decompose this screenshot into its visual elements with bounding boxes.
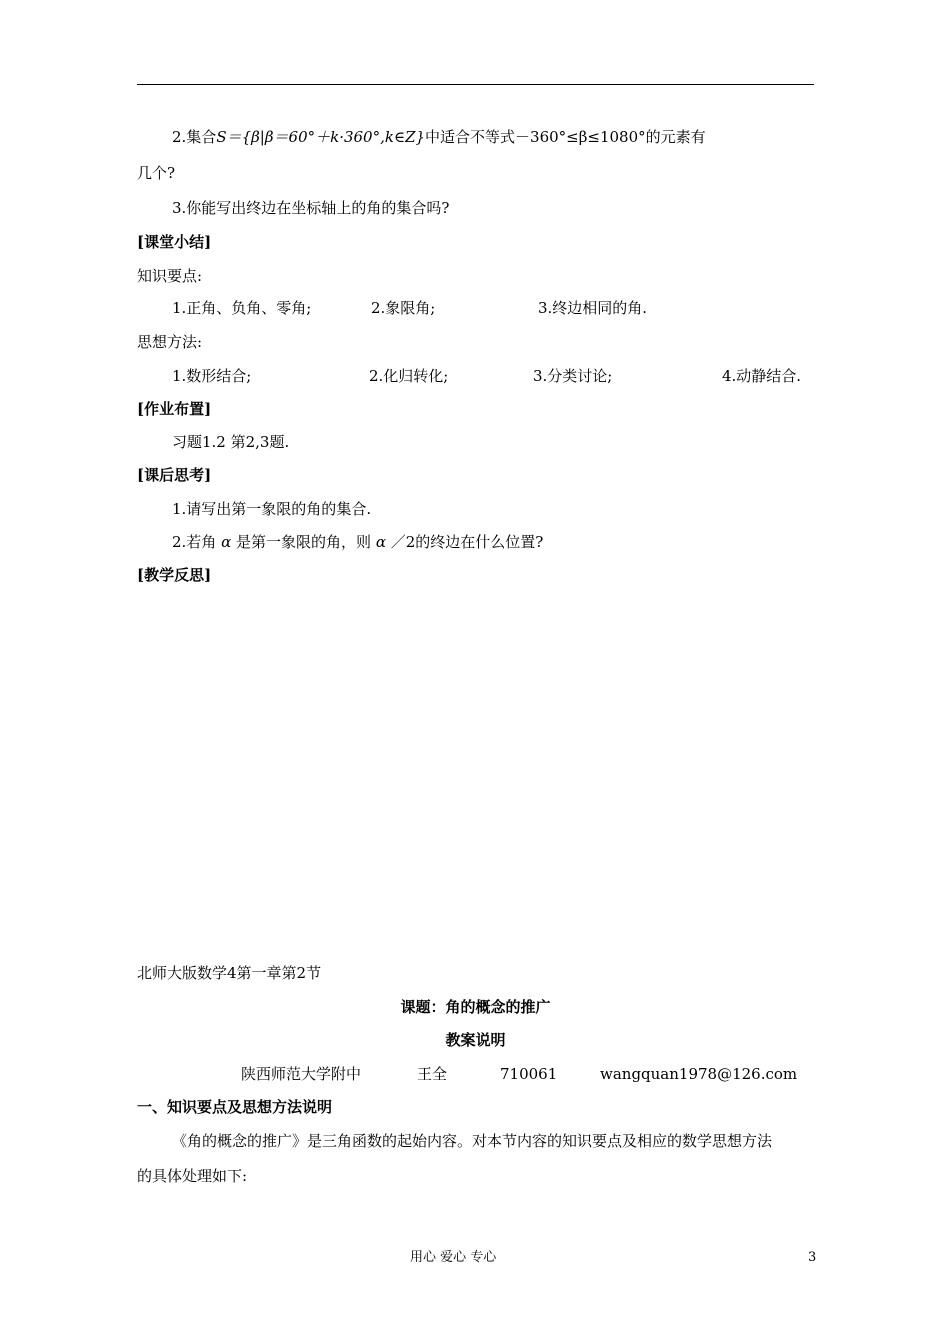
author-school: 陕西师范大学附中 [241,1065,362,1083]
question-2-prefix: 2.集合 [172,128,217,146]
method-2: 2.化归转化; [369,367,449,385]
method-3: 3.分类讨论; [533,367,613,385]
knowledge-point-1: 1.正角、负角、零角; [172,299,312,317]
afterclass-q2-prefix: 2.若角 [172,533,217,551]
paragraph-line-1: 《角的概念的推广》是三角函数的起始内容。对本节内容的知识要点及相应的数学思想方法 [172,1132,773,1150]
author-email: wangquan1978@126.com [600,1065,798,1083]
alpha-symbol-2: α [375,533,386,551]
knowledge-label: 知识要点: [137,267,203,285]
source-line: 北师大版数学4第一章第2节 [137,964,322,982]
header-rule [137,84,814,85]
question-2-suffix: 中适合不等式－360°≤β≤1080°的元素有 [425,128,706,146]
homework-heading: [作业布置] [137,400,212,418]
question-2-line-2: 几个? [137,164,176,182]
afterclass-question-1: 1.请写出第一象限的角的集合. [172,500,372,518]
method-4: 4.动静结合. [722,367,802,385]
lesson-title: 课题：角的概念的推广 [400,998,551,1016]
reflection-heading: [教学反思] [137,566,212,584]
method-1: 1.数形结合; [172,367,252,385]
set-expression: S＝{β|β＝60°＋k·360°,k∈Z} [216,128,426,146]
afterclass-question-2 [172,532,543,552]
homework-text: 习题1.2 第2,3题. [172,433,290,451]
methods-label: 思想方法: [137,333,203,351]
afterclass-q2-suffix: ／2的终边在什么位置? [390,533,544,551]
section-heading-1: 一、知识要点及思想方法说明 [137,1098,333,1116]
lesson-subtitle: 教案说明 [445,1031,506,1049]
alpha-symbol: α [221,533,232,551]
author-postcode: 710061 [500,1065,558,1083]
paragraph-line-2: 的具体处理如下: [137,1167,248,1185]
author-name: 王全 [417,1065,448,1083]
knowledge-point-2: 2.象限角; [371,299,436,317]
afterclass-heading: [课后思考] [137,466,212,484]
question-2-line-1 [172,127,706,147]
afterclass-q2-middle: 是第一象限的角，则 [236,533,372,551]
footer-motto: 用心 爱心 专心 [410,1250,497,1265]
page-number: 3 [808,1250,817,1265]
summary-heading: [课堂小结] [137,233,212,251]
question-3: 3.你能写出终边在坐标轴上的角的集合吗? [172,199,450,217]
knowledge-point-3: 3.终边相同的角. [538,299,648,317]
